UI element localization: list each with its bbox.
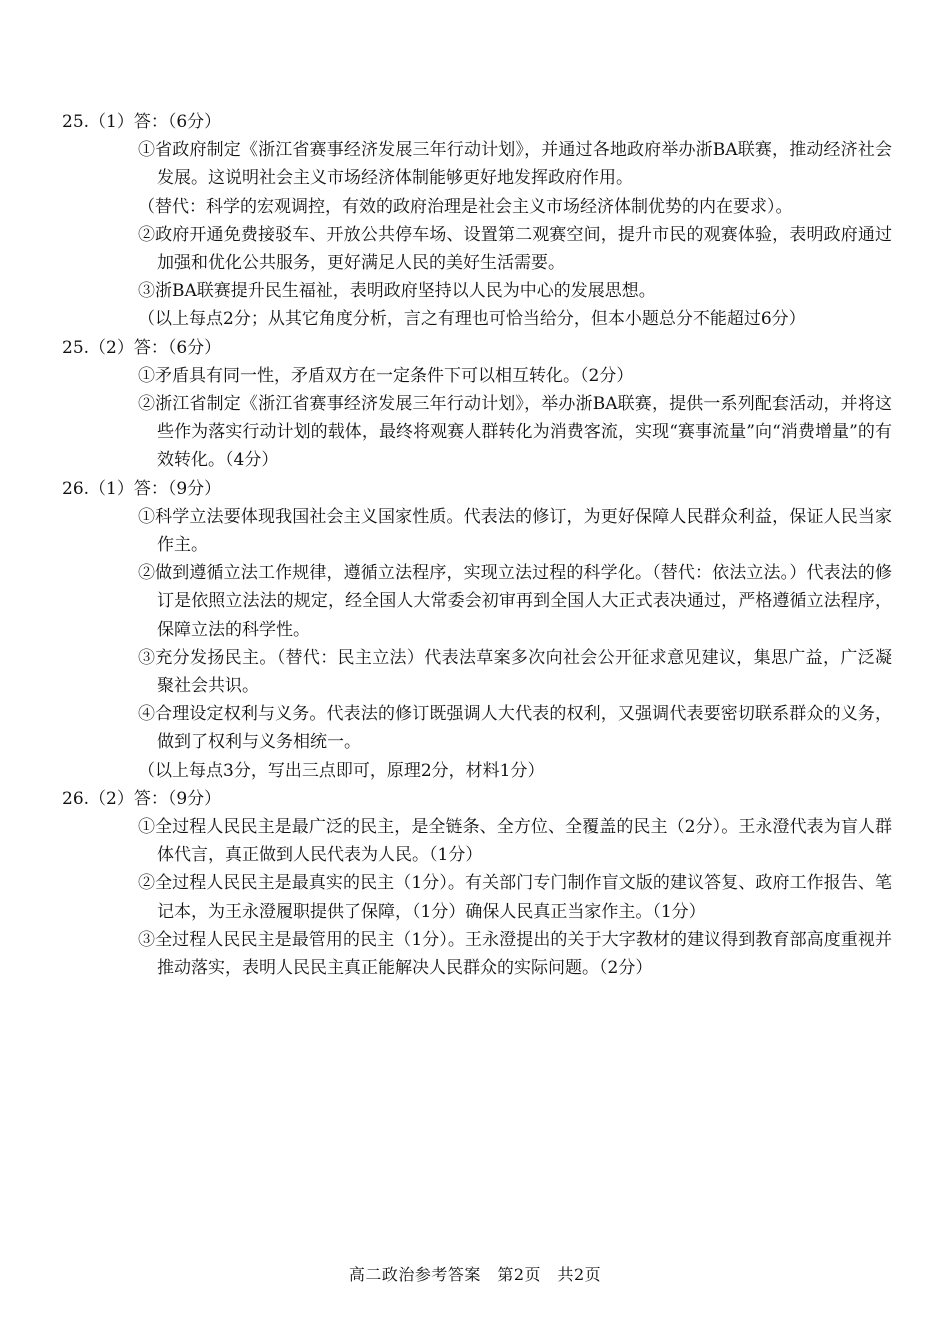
page-footer: 高二政治参考答案 第2页 共2页 [348,1265,602,1284]
answer-point: ②政府开通免费接驳车、开放公共停车场、设置第二观赛空间，提升市民的观赛体验，表明政府通过加强和优化公共服务，更好满足人民的美好生活需要。 [138,224,892,274]
answer-point: ④合理设定权利与义务。代表法的修订既强调人大代表的权利，又强调代表要密切联系群众的义务，做到了权利与义务相统一。 [138,704,892,753]
answer-substitute-note: （替代：科学的宏观调控，有效的政府治理是社会主义市场经济体制优势的内在要求）。 [138,196,793,217]
answer-point: ③充分发扬民主。（替代：民主立法）代表法草案多次向社会公开征求意见建议，集思广益，广泛凝聚社会共识。 [138,647,892,697]
answer-content [62,108,892,982]
answer-point: ①矛盾具有同一性，矛盾双方在一定条件下可以相互转化。（2分） [138,365,634,386]
question-block [62,475,892,785]
question-block [62,334,892,475]
answer-point: ③浙BA联赛提升民生福祉，表明政府坚持以人民为中心的发展思想。 [138,281,656,302]
question-heading: 26.（1）答：（9分） [62,478,222,499]
answer-point: ①全过程人民民主是最广泛的民主，是全链条、全方位、全覆盖的民主（2分）。王永澄代表为盲人群体代言，真正做到人民代表为人民。（1分） [138,817,892,866]
answer-point: ②做到遵循立法工作规律，遵循立法程序，实现立法过程的科学化。（替代：依法立法。）代表法的修订是依照立法法的规定，经全国人大常委会初审再到全国人大正式表决通过，严格遵循立法程序，保障立法的科学性。 [138,563,892,640]
question-block [62,785,892,982]
answer-point: ②浙江省制定《浙江省赛事经济发展三年行动计划》，举办浙BA联赛，提供一系列配套活动，并将这些作为落实行动计划的载体，最终将观赛人群转化为消费客流，实现“赛事流量”向“消费增量”的有效转化。（4分） [138,394,892,471]
answer-point: ①省政府制定《浙江省赛事经济发展三年行动计划》，并通过各地政府举办浙BA联赛，推动经济社会发展。这说明社会主义市场经济体制能够更好地发挥政府作用。 [138,140,892,189]
answer-point: ①科学立法要体现我国社会主义国家性质。代表法的修订，为更好保障人民群众利益，保证人民当家作主。 [138,506,892,556]
question-heading: 25.（2）答：（6分） [62,337,222,358]
scoring-note: （以上每点3分，写出三点即可，原理2分，材料1分） [138,760,545,781]
question-block [62,108,892,334]
answer-point: ②全过程人民民主是最真实的民主（1分）。有关部门专门制作盲文版的建议答复、政府工作报告、笔记本，为王永澄履职提供了保障，（1分）确保人民真正当家作主。（1分） [138,873,892,922]
answer-point: ③全过程人民民主是最管用的民主（1分）。王永澄提出的关于大字教材的建议得到教育部高度重视并推动落实，表明人民民主真正能解决人民群众的实际问题。（2分） [138,929,892,979]
question-heading: 25.（1）答：（6分） [62,112,222,132]
scoring-note: （以上每点2分；从其它角度分析，言之有理也可恰当给分，但本小题总分不能超过6分） [138,309,806,330]
question-heading: 26.（2）答：（9分） [62,788,222,809]
